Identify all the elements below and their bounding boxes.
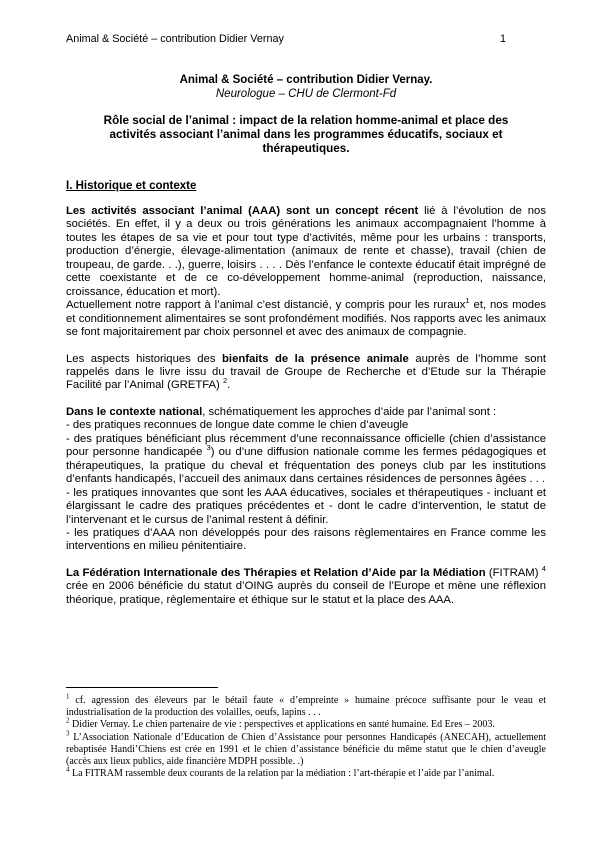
text-segment: Les activités associant l’animal (AAA) sont un concept récent xyxy=(66,205,425,217)
text-segment: - des pratiques bénéficiant plus récemment d’une reconnaissance officielle (chien d’assistance pour personne handicapée xyxy=(66,432,546,459)
text-segment: lié à l’évolution de nos sociétés. En effet, il y a deux ou trois générations les animaux accompagnaient l’homme à toutes les étapes de sa vie et pour tout type d’activités, même pour les urbains : transports, production d’énergie, élevage-alimentation (animaux de rente et chasse), travail (chien de troupeau, de garde. . .), guerre, loisirs . . . . Dès l’enfance le contexte éducatif était imprégné de cette coexistante et de ce co-développement homme-animal (reproduction, naissance, croissance, éducation et mort). xyxy=(66,205,546,298)
page-number: 1 xyxy=(499,33,506,45)
paragraph xyxy=(66,406,546,554)
footnotes-list xyxy=(66,692,546,780)
text-segment: Actuellement notre rapport à l’animal c’est distancié, y compris pour les ruraux xyxy=(66,299,466,312)
footnote-marker: 1 xyxy=(66,692,70,701)
footnote-marker: 4 xyxy=(66,765,70,774)
footnote: $^2$ Didier Vernay. Le chien partenaire de vie : perspectives et applications en santé humaine. Ed Eres – 2003. xyxy=(66,717,495,731)
page-header xyxy=(66,33,546,46)
footnote: $^1$ cf. agression des éleveurs par le bétail faute « d’empreinte » humaine précoce suffisante pour le veau et industrialisation de la production des volailles, oeufs, lapins . . . xyxy=(66,692,546,719)
paragraph xyxy=(66,205,546,340)
header-title: Animal & Société – contribution Didier Vernay xyxy=(66,33,284,45)
footnote-separator xyxy=(66,687,218,688)
text-segment: - des pratiques reconnues de longue date comme le chien d’aveugle xyxy=(66,419,409,432)
footnote-marker: 2 xyxy=(222,376,228,386)
document-subject: Rôle social de l’animal : impact de la relation homme-animal et place des activités associant l’animal dans les programmes éducatifs, sociaux et thérapeutiques. xyxy=(103,114,509,155)
text-segment: (FITRAM) xyxy=(488,566,542,579)
footnote-area xyxy=(66,687,546,780)
text-segment: ) ou d’une diffusion nationale comme les fermes pédagogiques et thérapeutiques, la pratique du cheval et fréquentation des poneys club par les institutions d’enfants handicapés, l’accueil des animaux dans certaines résidences de personnes âgées . . . xyxy=(66,446,546,486)
text-segment: bienfaits de la présence animale xyxy=(222,352,416,365)
footnote: $^4$ La FITRAM rassemble deux courants de la relation par la médiation : l’art-thérapie et l’aide par l’animal. xyxy=(66,765,495,780)
footnote-marker: 4 xyxy=(541,564,546,574)
document-subtitle: Neurologue – CHU de Clermont-Fd xyxy=(215,88,397,100)
paragraph xyxy=(66,564,546,607)
footnote-marker: 1 xyxy=(465,296,470,306)
text-segment: et, nos modes et conditionnement alimentaires se sont profondément modifiés. Nos rapports avec les animaux se font majoritairement par choix personnel et avec des animaux de compagnie. xyxy=(66,299,547,339)
footnote: $^3$ L’Association Nationale d’Education de Chien d’Assistance pour personnes Handicapés (ANECAH), actuellement rebaptisée Handi’Chiens est crée en 1991 et le chien d’assistance bénéficie du même statut que le chien d’aveugle (accès aux lieux publics, aide financière MDPH possible. .) xyxy=(66,729,546,768)
text-segment: La Fédération Internationale des Thérapies et Relation d’Aide par la Médiation xyxy=(66,566,489,579)
text-segment: , schématiquement les approches d’aide par l’animal sont : xyxy=(202,405,497,418)
footnote-marker: 3 xyxy=(66,729,70,738)
footnote-marker: 2 xyxy=(66,717,70,726)
text-segment: . xyxy=(227,379,231,392)
text-segment: Les aspects historiques des xyxy=(66,352,223,365)
paragraph xyxy=(66,353,546,393)
section-heading: I. Historique et contexte xyxy=(66,180,197,192)
footnote-marker: 3 xyxy=(206,443,211,453)
document-body xyxy=(66,205,546,607)
text-segment: crée en 2006 bénéficie du statut d’OING auprès du conseil de l’Europe et mène une réflexion théorique, pratique, règlementaire et éthique sur le statut et la place des AAA. xyxy=(66,580,546,606)
text-segment: Dans le contexte national xyxy=(66,405,203,418)
text-segment: - les pratiques d’AAA non développés pour des raisons règlementaires en France comme les interventions en milieu pénitentiaire. xyxy=(66,526,546,553)
title-block xyxy=(66,73,546,101)
text-segment: auprès de l’homme sont rappelés dans le livre issu du travail de Groupe de Recherche et d’Etude sur la Thérapie Facilité par l’Animal (GRETFA) xyxy=(66,352,546,392)
text-segment: - les pratiques innovantes que sont les AAA éducatives, sociales et thérapeutiques - incluant et élargissant le cadre des pratiques précédentes et - dont le cadre d’intervention, le statut de l’intervenant et le cursus de l’animal restent à définir. xyxy=(66,486,546,526)
document-title: Animal & Société – contribution Didier Vernay. xyxy=(179,74,433,86)
